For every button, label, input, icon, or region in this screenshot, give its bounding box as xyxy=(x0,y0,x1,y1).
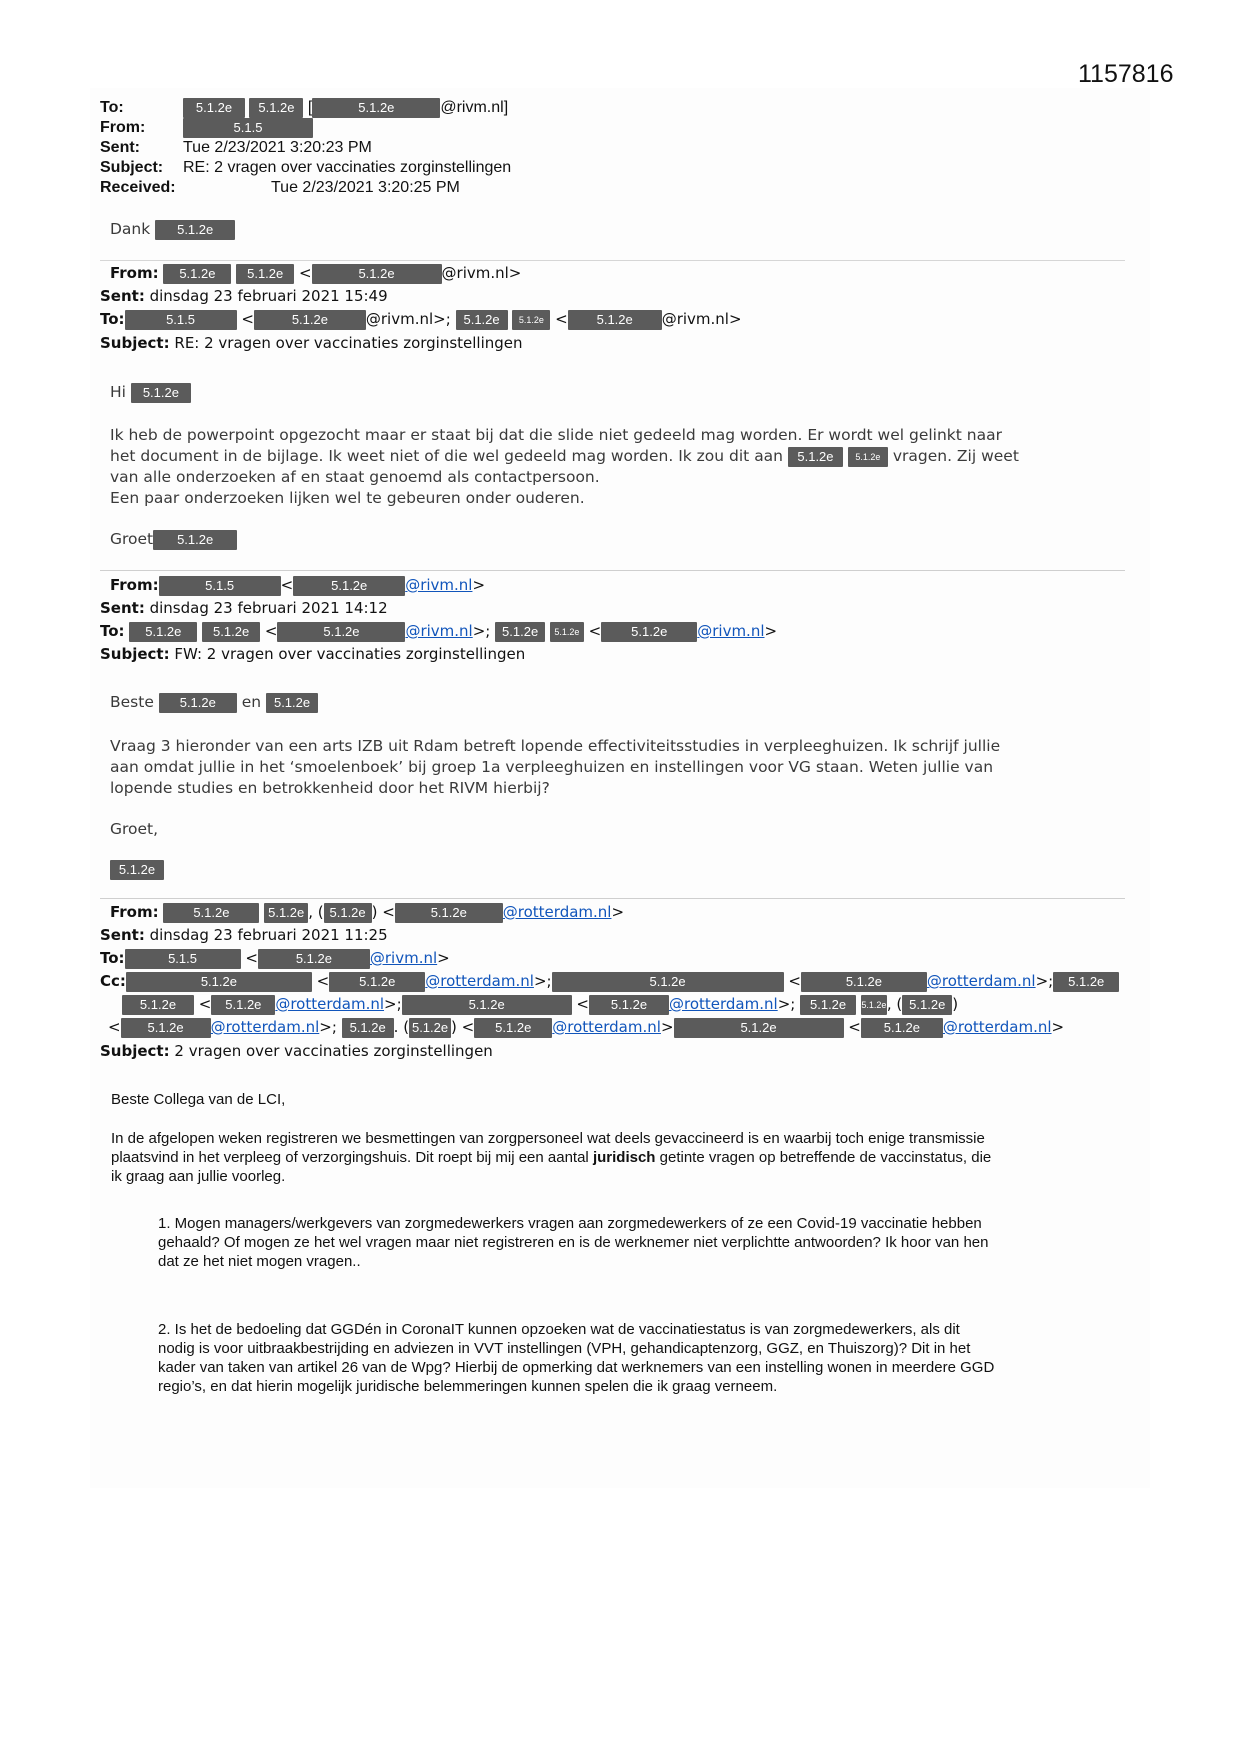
redaction-box: 5.1.2e xyxy=(329,972,425,992)
subject-value: RE: 2 vragen over vaccinaties zorginstellingen xyxy=(183,159,512,176)
to-email-link[interactable]: @rivm.nl xyxy=(405,622,473,640)
sent-label: Sent: xyxy=(100,287,145,305)
msg2-subject-line xyxy=(100,332,523,355)
redaction-box: 5.1.2e xyxy=(902,995,952,1015)
subject-label: Subject: xyxy=(100,1042,170,1060)
msg3-signoff: Groet, xyxy=(110,820,159,838)
redaction-box: 5.1.2e xyxy=(674,1018,844,1038)
from-label: From: xyxy=(110,903,159,921)
redaction-box: 5.1.2e xyxy=(121,1018,211,1038)
to-label: To: xyxy=(100,622,125,640)
redaction-box: 5.1.2e xyxy=(342,1018,394,1038)
redaction-box: 5.1.2e xyxy=(861,995,887,1015)
msg3-from-line: From: 5.1.5 < 5.1.2e @rivm.nl> xyxy=(110,576,486,594)
cc-email-link[interactable]: @rotterdam.nl xyxy=(552,1018,661,1036)
cc-email-link[interactable]: @rotterdam.nl xyxy=(210,1018,320,1036)
redaction-box: 5.1.2e xyxy=(474,1018,552,1038)
paragraph-text: het document in de bijlage. Ik weet niet of die wel gedeeld mag worden. Ik zou dit aan xyxy=(110,447,784,465)
paragraph-text: getinte vragen op betreffende de vaccinstatus, die xyxy=(659,1149,992,1166)
redaction-box: 5.1.2e xyxy=(324,903,372,923)
paragraph-text: vragen. Zij weet xyxy=(892,447,1019,465)
redaction-box: 5.1.2e xyxy=(293,576,405,596)
redaction-box: 5.1.5 xyxy=(125,949,241,969)
msg2-from-line: From: 5.1.2e 5.1.2e < 5.1.2e @rivm.nl> xyxy=(110,264,522,282)
redaction-box: 5.1.2e xyxy=(122,995,194,1015)
from-label: From: xyxy=(100,119,146,137)
sent-label: Sent: xyxy=(100,139,140,156)
to-label: To: xyxy=(100,949,125,967)
subject-label: Subject: xyxy=(100,159,164,176)
redaction-box: 5.1.2e xyxy=(211,995,275,1015)
from-label: From: xyxy=(110,576,159,594)
msg3-paragraph xyxy=(110,736,1000,799)
paragraph-line: In de afgelopen weken registreren we besmettingen van zorgpersoneel wat deels gevaccineerd is en waarbij toch enige transmissie xyxy=(111,1130,985,1147)
redaction-box: 5.1.2e xyxy=(848,447,888,467)
paragraph-line: ik graag aan jullie voorleg. xyxy=(111,1168,286,1185)
subject-value: 2 vragen over vaccinaties zorginstellingen xyxy=(174,1042,493,1060)
sent-value: Tue 2/23/2021 3:20:23 PM xyxy=(183,139,372,156)
greeting-and: en xyxy=(241,693,262,711)
subject-label: Subject: xyxy=(100,645,170,663)
redaction-box: 5.1.2e xyxy=(589,995,669,1015)
sent-value: dinsdag 23 februari 2021 11:25 xyxy=(149,926,388,944)
redaction-box: 5.1.2e xyxy=(183,98,245,118)
paragraph-text: plaatsvind in het verpleeg of verzorgingshuis. Dit roept bij mij een aantal xyxy=(111,1149,589,1166)
document-number: 1157816 xyxy=(1078,60,1174,88)
sent-label: Sent: xyxy=(100,599,145,617)
sent-value: dinsdag 23 februari 2021 15:49 xyxy=(149,287,388,305)
cc-email-link[interactable]: @rotterdam.nl xyxy=(425,972,534,990)
cc-email-link[interactable]: @rotterdam.nl xyxy=(669,995,778,1013)
redaction-box: 5.1.2e xyxy=(153,530,237,550)
redaction-box: 5.1.5 xyxy=(125,310,237,330)
cc-label: Cc: xyxy=(100,972,126,990)
redaction-box: 5.1.2e xyxy=(402,995,572,1015)
redaction-box: 5.1.2e xyxy=(312,98,440,118)
question-line: kader van taken van artikel 26 van de Wpg? Hierbij de opmerking dat werknemers van een instelling wonen in meerdere GGD xyxy=(158,1359,995,1376)
redaction-box: 5.1.2e xyxy=(129,622,197,642)
redaction-box: 5.1.2e xyxy=(861,1018,943,1038)
signoff-text: Groet xyxy=(110,530,154,548)
cc-email-link[interactable]: @rotterdam.nl xyxy=(942,1018,1052,1036)
question-line: dat ze het niet mogen vragen.. xyxy=(158,1253,361,1270)
redaction-box: 5.1.2e xyxy=(456,310,508,330)
from-label: From: xyxy=(110,264,159,282)
redaction-box: 5.1.2e xyxy=(159,693,237,713)
question-line: regio’s, en dat hierin mogelijk juridische belemmeringen kunnen spelen die ik graag verneem. xyxy=(158,1378,778,1395)
paragraph-line: Ik heb de powerpoint opgezocht maar er staat bij dat die slide niet gedeeld mag worden. Er wordt wel gelinkt naar xyxy=(110,426,1002,444)
redaction-box: 5.1.2e xyxy=(800,995,856,1015)
redaction-box: 5.1.2e xyxy=(163,264,231,284)
msg1-subject-line xyxy=(100,158,511,178)
msg1-received-line xyxy=(100,178,460,198)
paragraph-line: Vraag 3 hieronder van een arts IZB uit Rdam betreft lopende effectiviteitsstudies in verpleeghuizen. Ik schrijf jullie xyxy=(110,737,1001,755)
greeting-text: Hi xyxy=(110,383,126,401)
redaction-box: 5.1.2e xyxy=(312,264,442,284)
msg4-to-line: To: 5.1.5 < 5.1.2e @rivm.nl> xyxy=(100,949,450,967)
to-domain: @rivm.nl> xyxy=(661,310,742,328)
bold-emphasis: juridisch xyxy=(592,1149,656,1166)
redaction-box: 5.1.2e xyxy=(550,622,584,642)
msg4-cc-line1: Cc: 5.1.2e < 5.1.2e @rotterdam.nl>; 5.1.2e < 5.1.2e @rotterdam.nl>; 5.1.2e xyxy=(100,970,1119,993)
redaction-box: 5.1.2e xyxy=(552,972,784,992)
msg3-greeting xyxy=(110,692,318,713)
msg4-cc-line3: < 5.1.2e @rotterdam.nl>; 5.1.2e . ( 5.1.2e ) < 5.1.2e @rotterdam.nl> 5.1.2e < 5.1.2e @rotterdam.nl> xyxy=(108,1018,1065,1036)
paragraph-line: aan omdat jullie in het ‘smoelenboek’ bij groep 1a verpleeghuizen en instellingen voor VG staan. Weten jullie van xyxy=(110,758,994,776)
redaction-box: 5.1.2e xyxy=(788,447,843,467)
to-email-link[interactable]: @rivm.nl xyxy=(697,622,765,640)
msg1-from-line xyxy=(100,118,313,138)
sent-value: dinsdag 23 februari 2021 14:12 xyxy=(149,599,388,617)
cc-email-link[interactable]: @rotterdam.nl xyxy=(926,972,1036,990)
from-domain: @rivm.nl> xyxy=(441,264,522,282)
redaction-box: 5.1.2e xyxy=(110,860,164,880)
subject-label: Subject: xyxy=(100,334,170,352)
msg4-cc-line2: 5.1.2e < 5.1.2e @rotterdam.nl>; 5.1.2e < 5.1.2e @rotterdam.nl>; 5.1.2e 5.1.2e, ( 5.1.2e ) xyxy=(122,993,958,1016)
redaction-box: 5.1.2e xyxy=(409,1018,451,1038)
redaction-box: 5.1.2e xyxy=(202,622,260,642)
to-label: To: xyxy=(100,310,125,328)
redaction-box: 5.1.2e xyxy=(512,310,550,330)
redaction-box: 5.1.2e xyxy=(163,903,259,923)
received-value: Tue 2/23/2021 3:20:25 PM xyxy=(271,179,460,196)
redaction-box: 5.1.5 xyxy=(183,118,313,138)
msg3-to-line: To: 5.1.2e 5.1.2e < 5.1.2e @rivm.nl>; 5.1.2e 5.1.2e < 5.1.2e @rivm.nl> xyxy=(100,622,778,640)
redaction-box: 5.1.2e xyxy=(395,903,503,923)
question-line: gehaald? Of mogen ze het wel vragen maar niet registreren en is de werknemer niet verplichtte antwoorden? Ik hoor van hen xyxy=(158,1234,989,1251)
separator xyxy=(100,898,1125,899)
msg1-sent-line xyxy=(100,138,372,158)
question-1 xyxy=(158,1214,988,1271)
paragraph-line: van alle onderzoeken af en staat genoemd als contactpersoon. xyxy=(110,468,600,486)
redaction-box: 5.1.2e xyxy=(801,972,927,992)
to-label: To: xyxy=(100,99,124,117)
msg1-body-text: Dank xyxy=(110,220,151,238)
redaction-box: 5.1.2e xyxy=(249,98,303,118)
question-line: 1. Mogen managers/werkgevers van zorgmedewerkers vragen aan zorgmedewerkers of ze een Covid-19 vaccinatie hebben xyxy=(158,1215,982,1232)
received-label: Received: xyxy=(100,179,176,196)
separator xyxy=(100,260,1125,261)
sent-label: Sent: xyxy=(100,926,145,944)
redaction-box: 5.1.5 xyxy=(159,576,281,596)
question-2 xyxy=(158,1320,994,1396)
msg1-to-line: To: 5.1.2e 5.1.2e [ 5.1.2e @rivm.nl] xyxy=(100,99,509,117)
from-email-link[interactable]: @rotterdam.nl xyxy=(502,903,612,921)
msg2-signoff xyxy=(110,529,237,550)
paragraph-line: Een paar onderzoeken lijken wel te gebeuren onder ouderen. xyxy=(110,489,585,507)
redaction-box: 5.1.2e xyxy=(266,693,318,713)
redaction-box: 5.1.2e xyxy=(131,383,191,403)
msg3-signature xyxy=(110,859,164,880)
redaction-box: 5.1.2e xyxy=(155,220,235,240)
msg4-greeting: Beste Collega van de LCI, xyxy=(111,1091,286,1108)
redaction-box: 5.1.2e xyxy=(126,972,312,992)
paragraph-line: lopende studies en betrokkenheid door het RIVM hierbij? xyxy=(110,779,550,797)
redaction-box: 5.1.2e xyxy=(236,264,294,284)
question-line: nodig is voor uitbraakbestrijding en adviezen in VVT instellingen (VPH, gehandicaptenzorg, GGZ, en Thuiszorg)? Dit in het xyxy=(158,1340,971,1357)
msg3-sent-line xyxy=(100,597,388,620)
from-email-link[interactable]: @rivm.nl xyxy=(405,576,473,594)
msg2-to-line: To: 5.1.5 < 5.1.2e @rivm.nl>; 5.1.2e 5.1.2e < 5.1.2e @rivm.nl> xyxy=(100,310,742,328)
msg1-body xyxy=(110,219,235,240)
question-line: 2. Is het de bedoeling dat GGDén in CoronaIT kunnen opzoeken wat de vaccinatiestatus is van zorgmedewerkers, als dit xyxy=(158,1321,960,1338)
msg2-paragraph xyxy=(110,425,1019,509)
redaction-box: 5.1.2e xyxy=(277,622,405,642)
to-email-link[interactable]: @rivm.nl xyxy=(369,949,438,967)
greeting-text: Beste xyxy=(110,693,154,711)
cc-email-link[interactable]: @rotterdam.nl xyxy=(275,995,385,1013)
to-domain: @rivm.nl] xyxy=(440,99,509,117)
redaction-box: 5.1.2e xyxy=(568,310,662,330)
to-domain: @rivm.nl>; xyxy=(365,310,451,328)
msg4-from-line: From: 5.1.2e 5.1.2e , ( 5.1.2e ) < 5.1.2e @rotterdam.nl> xyxy=(110,903,625,921)
redaction-box: 5.1.2e xyxy=(495,622,545,642)
separator xyxy=(100,570,1125,571)
msg4-subject-line xyxy=(100,1040,493,1063)
paragraph-line xyxy=(111,1148,991,1167)
msg2-sent-line xyxy=(100,285,388,308)
redaction-box: 5.1.2e xyxy=(264,903,308,923)
msg4-sent-line xyxy=(100,924,388,947)
paragraph-line xyxy=(110,446,1019,467)
redaction-box: 5.1.2e xyxy=(258,949,370,969)
msg3-subject-line xyxy=(100,643,525,666)
redaction-box: 5.1.2e xyxy=(254,310,366,330)
redaction-box: 5.1.2e xyxy=(1053,972,1119,992)
subject-value: FW: 2 vragen over vaccinaties zorginstellingen xyxy=(174,645,526,663)
subject-value: RE: 2 vragen over vaccinaties zorginstellingen xyxy=(174,334,523,352)
msg2-greeting xyxy=(110,382,191,403)
redaction-box: 5.1.2e xyxy=(601,622,697,642)
msg4-intro xyxy=(111,1129,991,1186)
